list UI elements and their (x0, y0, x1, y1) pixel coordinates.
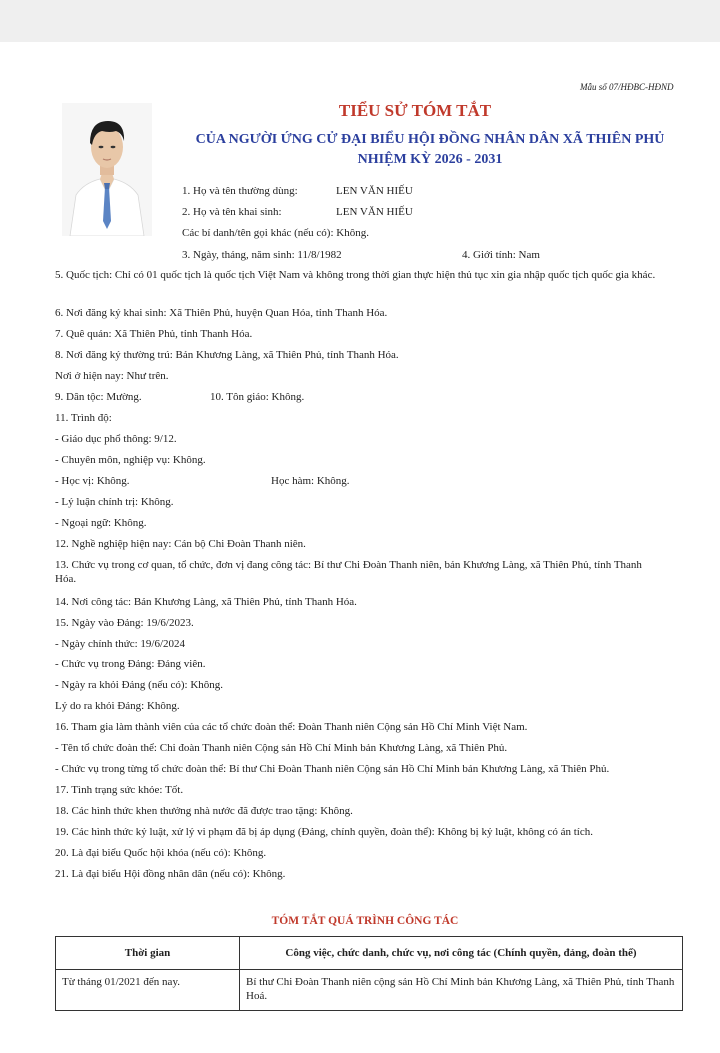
party-join-date: 15. Ngày vào Đảng: 19/6/2023. (55, 617, 194, 629)
foreign-language: - Ngoại ngữ: Không. (55, 517, 147, 529)
workplace: 14. Nơi công tác: Bản Khương Làng, xã Thiên Phủ, tỉnh Thanh Hóa. (55, 596, 357, 608)
column-header-period: Thời gian (56, 937, 240, 970)
candidate-photo (62, 103, 152, 236)
national-assembly-deputy: 20. Là đại biểu Quốc hội khóa (nếu có): Không. (55, 847, 267, 859)
education-heading: 11. Trình độ: (55, 412, 112, 424)
mass-organization-name: - Tên tổ chức đoàn thể: Chi đoàn Thanh niên Cộng sản Hồ Chí Minh bản Khương Làng, xã Thiên Phủ. (55, 742, 508, 754)
religion: 10. Tôn giáo: Không. (210, 391, 305, 403)
date-of-birth: 3. Ngày, tháng, năm sinh: 11/8/1982 (182, 249, 342, 261)
hometown: 7. Quê quán: Xã Thiên Phủ, tỉnh Thanh Hóa. (55, 328, 253, 340)
nationality: 5. Quốc tịch: Chỉ có 01 quốc tịch là quốc tịch Việt Nam và không trong thời gian thực hiện thủ tục xin gia nhập quốc tịch quốc gia khác. (55, 269, 656, 281)
ethnicity: 9. Dân tộc: Mường. (55, 391, 142, 403)
mass-organization-position: - Chức vụ trong từng tổ chức đoàn thể: Bí thư Chi Đoàn Thanh niên Cộng sản Hồ Chí Minh bản Khương Làng, xã Thiên Phủ. (55, 763, 610, 775)
party-official-date: - Ngày chính thức: 19/6/2024 (55, 638, 185, 650)
birth-registration: 6. Nơi đăng ký khai sinh: Xã Thiên Phủ, huyện Quan Hóa, tỉnh Thanh Hóa. (55, 307, 388, 319)
council-deputy: 21. Là đại biểu Hội đồng nhân dân (nếu có): Không. (55, 868, 286, 880)
top-margin (0, 0, 720, 42)
document-subtitle: CỦA NGƯỜI ỨNG CỬ ĐẠI BIỂU HỘI ĐỒNG NHÂN DÂN XÃ THIÊN PHỦ (195, 132, 665, 147)
table-header-row (56, 937, 683, 970)
work-history-title: TÓM TẮT QUÁ TRÌNH CÔNG TÁC (271, 915, 459, 927)
table-row (56, 970, 683, 1011)
health-status: 17. Tình trạng sức khỏe: Tốt. (55, 784, 184, 796)
academic-degree: - Học vị: Không. (55, 475, 130, 487)
permanent-residence: 8. Nơi đăng ký thường trú: Bản Khương Làng, xã Thiên Phủ, tỉnh Thanh Hóa. (55, 349, 399, 361)
discipline: 19. Các hình thức kỷ luật, xử lý vi phạm đã bị áp dụng (Đảng, chính quyền, đoàn thể): Không bị kỷ luật, không có án tích. (55, 826, 593, 838)
work-history-table (55, 936, 683, 1011)
document-title: TIỂU SỬ TÓM TẮT (338, 101, 492, 120)
aliases: Các bí danh/tên gọi khác (nếu có): Không. (182, 227, 369, 239)
academic-title: Học hàm: Không. (271, 475, 350, 487)
term-subtitle: NHIỆM KỲ 2026 - 2031 (357, 152, 503, 167)
professional-qualification: - Chuyên môn, nghiệp vụ: Không. (55, 454, 206, 466)
state-awards: 18. Các hình thức khen thưởng nhà nước đã được trao tặng: Không. (55, 805, 353, 817)
form-number: Mẫu số 07/HĐBC-HĐND (580, 82, 674, 92)
birth-name-value: LEN VĂN HIẾU (336, 206, 413, 218)
birth-name-label: 2. Họ và tên khai sinh: (182, 206, 282, 218)
common-name-label: 1. Họ và tên thường dùng: (182, 185, 298, 197)
common-name-value: LEN VĂN HIẾU (336, 185, 413, 197)
current-position: 13. Chức vụ trong cơ quan, tổ chức, đơn vị đang công tác: Bí thư Chi Đoàn Thanh niên, bản Khương Làng, xã Thiên Phủ, tỉnh Thanh Hóa. (55, 559, 642, 585)
current-residence: Nơi ở hiện nay: Như trên. (55, 370, 169, 382)
party-leave-reason: Lý do ra khỏi Đảng: Không. (55, 700, 180, 712)
party-leave-date: - Ngày ra khỏi Đảng (nếu có): Không. (55, 679, 224, 691)
current-occupation: 12. Nghề nghiệp hiện nay: Cán bộ Chi Đoàn Thanh niên. (55, 538, 306, 550)
column-header-detail: Công việc, chức danh, chức vụ, nơi công tác (Chính quyền, đảng, đoàn thể) (240, 937, 683, 970)
general-education: - Giáo dục phổ thông: 9/12. (55, 433, 177, 445)
gender: 4. Giới tính: Nam (462, 249, 540, 261)
work-period: Từ tháng 01/2021 đến nay. (56, 970, 240, 1011)
mass-organization: 16. Tham gia làm thành viên của các tổ chức đoàn thể: Đoàn Thanh niên Cộng sản Hồ Chí Minh Việt Nam. (55, 721, 528, 733)
political-theory: - Lý luận chính trị: Không. (55, 496, 174, 508)
party-position: - Chức vụ trong Đảng: Đảng viên. (55, 658, 206, 670)
work-detail: Bí thư Chi Đoàn Thanh niên cộng sản Hồ Chí Minh bản Khương Làng, xã Thiên Phủ, tỉnh Thanh Hoá. (240, 970, 683, 1011)
